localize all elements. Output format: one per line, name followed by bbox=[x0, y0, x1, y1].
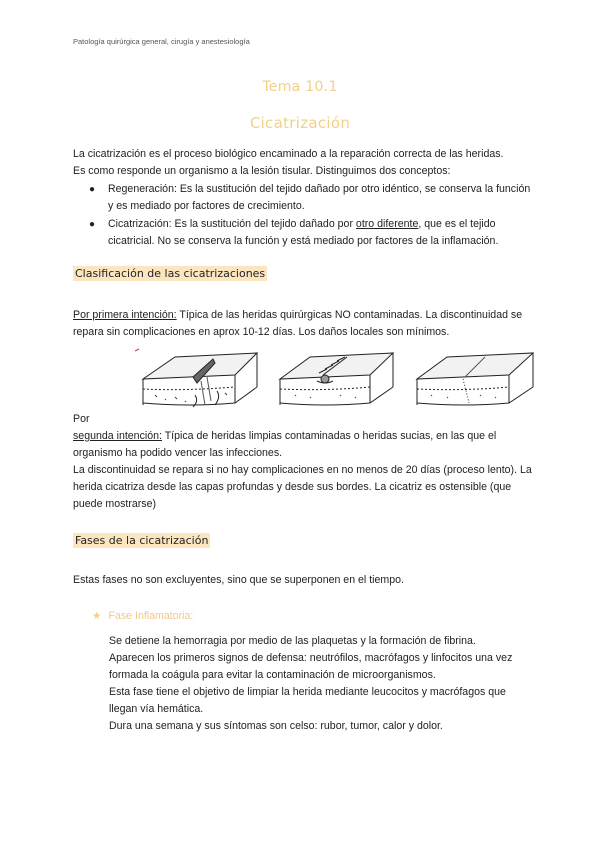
intro-line-2: Es como responde un organismo a la lesión tisular. Distinguimos dos conceptos: bbox=[73, 165, 451, 177]
phase-line-3: Esta fase tiene el objetivo de limpiar la herida mediante leucocitos y macrófagos que llegan vía hemática. bbox=[109, 686, 506, 715]
concept-cicatrizacion-rest: , que es el tejido cicatricial. No se conserva la función y está mediado por factores de la inflamación. bbox=[108, 218, 499, 247]
figure-cicatriz-final-icon bbox=[417, 353, 533, 405]
list-item bbox=[73, 181, 533, 215]
phase-inflamatoria-body bbox=[109, 633, 529, 735]
segunda-intencion-label: segunda intención: bbox=[73, 430, 162, 442]
bullet-dot-icon: ● bbox=[89, 219, 96, 230]
segunda-intencion-extra: La discontinuidad se repara si no hay complicaciones en no menos de 20 días (proceso lento). La herida cicatriza desde las capas profundas y desde sus bordes. La cicatriz es ostensible (que puede mostrarse) bbox=[73, 464, 532, 510]
phase-line-1: Se detiene la hemorragia por medio de las plaquetas y la formación de fibrina. bbox=[109, 635, 476, 647]
phase-line-4: Dura una semana y sus síntomas son celso: rubor, tumor, calor y dolor. bbox=[109, 720, 443, 732]
section-heading-clasificacion: Clasificación de las cicatrizaciones bbox=[75, 267, 266, 280]
wound-healing-figures bbox=[135, 347, 535, 421]
intro-line-1: La cicatrización es el proceso biológico encaminado a la reparación correcta de las heridas. bbox=[73, 148, 504, 160]
topic-title: Cicatrización bbox=[249, 114, 351, 132]
concept-regeneracion: Regeneración: Es la sustitución del tejido dañado por otro idéntico, se conserva la función y es mediado por factores de crecimiento. bbox=[108, 183, 531, 212]
segunda-intencion-prefix: Por bbox=[73, 413, 90, 425]
figure-proceso-intermedio-icon bbox=[280, 353, 393, 405]
list-item bbox=[73, 216, 533, 250]
phase-line-2: Aparecen los primeros signos de defensa: neutrófilos, macrófagos y linfocitos una vez formada la coágula para evitar la contaminación de microorganismos. bbox=[109, 652, 513, 681]
segunda-intencion-text: Típica de heridas limpias contaminadas o heridas sucias, en las que el organismo ha podido vencer las infecciones. bbox=[73, 430, 497, 459]
topic-number-title: Tema 10.1 bbox=[262, 79, 338, 95]
intro-paragraph bbox=[73, 146, 533, 180]
concepts-list bbox=[73, 181, 533, 251]
phase-inflamatoria-title: Fase Inflamatoria: bbox=[108, 610, 194, 622]
phase-inflamatoria-heading bbox=[92, 610, 193, 622]
bullet-dot-icon: ● bbox=[89, 184, 96, 195]
segunda-intencion-paragraph bbox=[73, 428, 533, 462]
fases-intro: Estas fases no son excluyentes, sino que se superponen en el tiempo. bbox=[73, 574, 404, 586]
primera-intencion-label: Por primera intención: bbox=[73, 309, 177, 321]
primera-intencion-text: Típica de las heridas quirúrgicas NO contaminadas. La discontinuidad se repara sin complicaciones en aprox 10-12 días. Los daños locales son mínimos. bbox=[73, 309, 523, 338]
concept-cicatrizacion-underlined: otro diferente bbox=[355, 218, 419, 230]
concept-cicatrizacion-lead: Cicatrización: Es la sustitución del tejido dañado por bbox=[108, 218, 356, 230]
primera-intencion-paragraph bbox=[73, 307, 533, 341]
figure-primera-intencion-icon bbox=[135, 349, 257, 407]
star-icon: ★ bbox=[92, 610, 102, 622]
section-heading-fases: Fases de la cicatrización bbox=[75, 534, 209, 547]
running-header: Patología quirúrgica general, cirugía y anestesiología bbox=[73, 37, 250, 46]
